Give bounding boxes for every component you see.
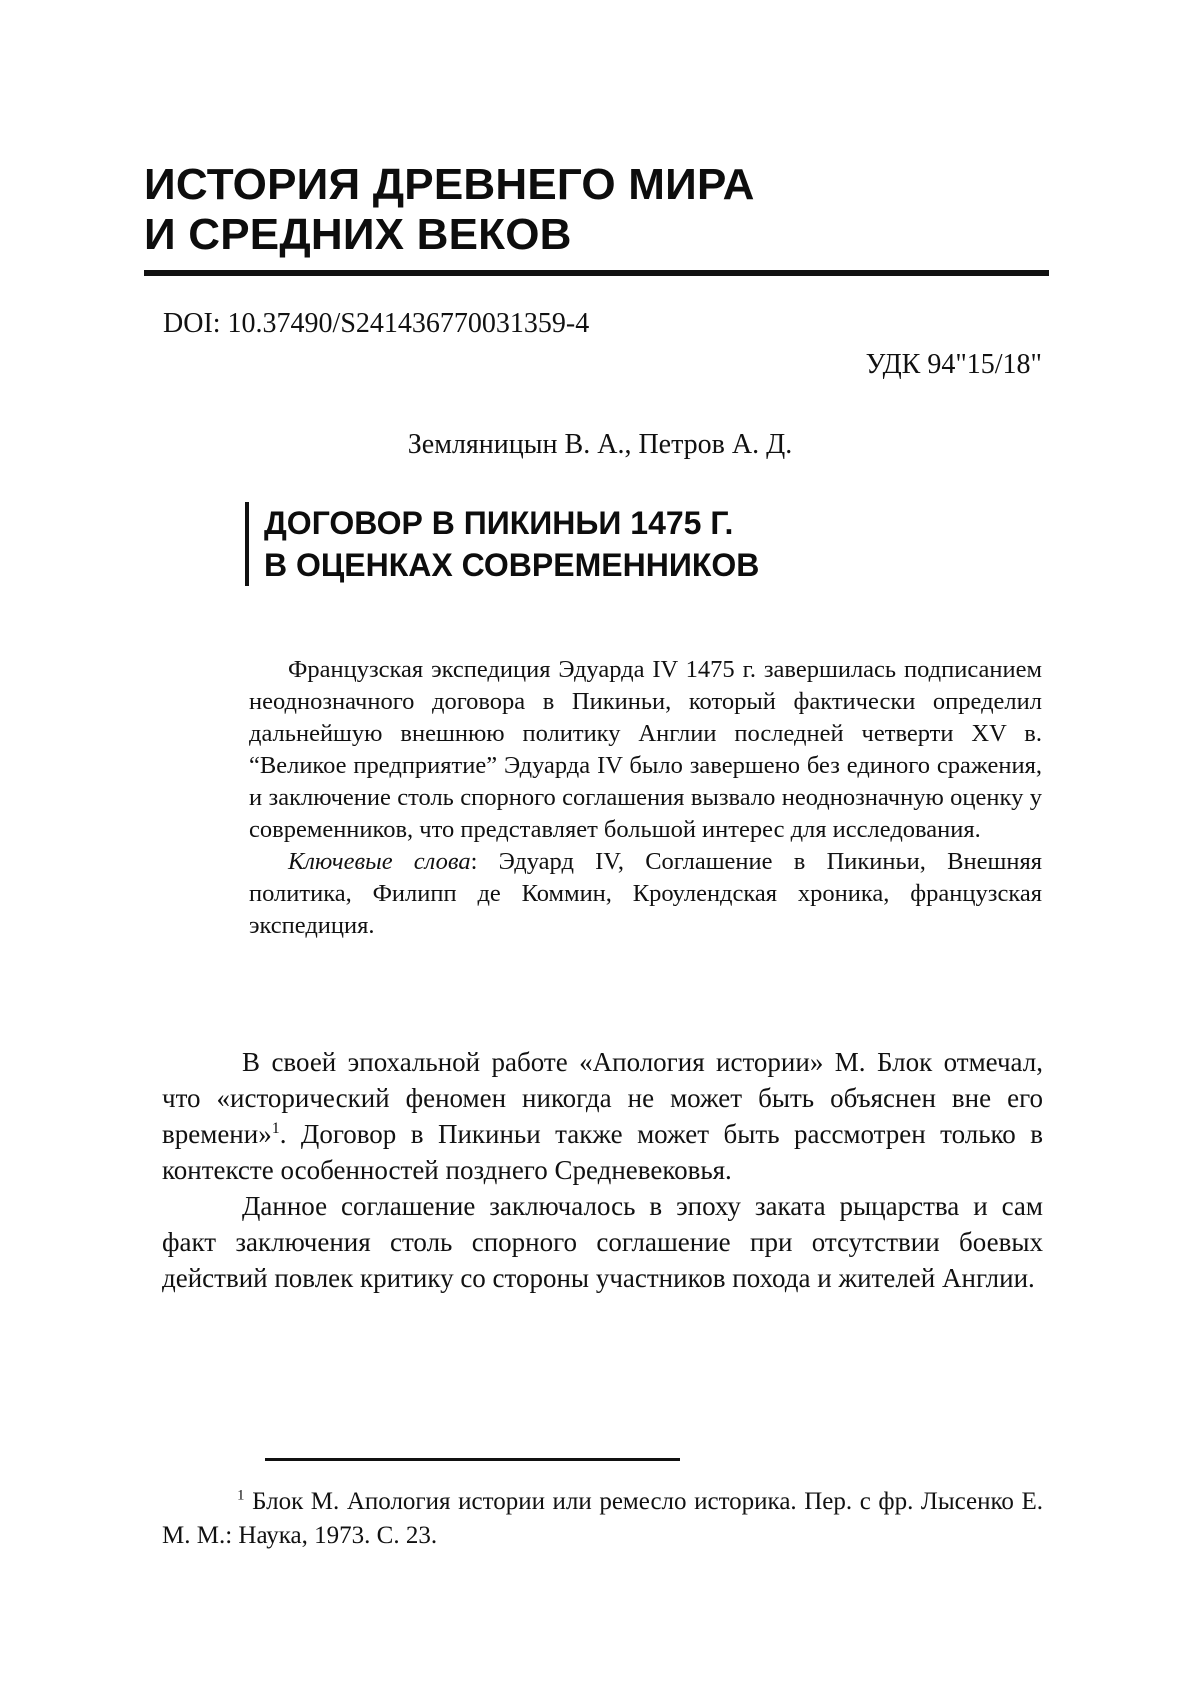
section-title-line-1: ИСТОРИЯ ДРЕВНЕГО МИРА: [144, 160, 1049, 210]
body-paragraph-1: [162, 1044, 1043, 1188]
article-title-line-2: В ОЦЕНКАХ СОВРЕМЕННИКОВ: [264, 544, 759, 586]
article-title: [245, 502, 759, 586]
keywords-list: : Эдуард IV, Соглашение в Пикиньи, Внешняя политика, Филипп де Коммин, Кроулендская хроника, французская экспедиция.: [249, 848, 1042, 939]
section-title-line-2: И СРЕДНИХ ВЕКОВ: [144, 210, 1049, 260]
footnote-reference: 1: [272, 1120, 280, 1137]
abstract: [249, 654, 1042, 942]
body-paragraph-1-continuation: . Договор в Пикиньи также может быть рассмотрен только в контексте особенностей позднего Средневековья.: [162, 1119, 1043, 1185]
footnote-number: 1: [237, 1488, 245, 1504]
udk-code: УДК 94"15/18": [866, 348, 1042, 382]
body-paragraph-1-text: В своей эпохальной работе «Апология истории» М. Блок отмечал, что «исторический феномен никогда не может быть объяснен вне его времени»: [162, 1047, 1043, 1149]
article-body: [162, 1044, 1043, 1296]
journal-section-header: [144, 160, 1049, 276]
doi-identifier: DOI: 10.37490/S241436770031359-4: [163, 307, 589, 341]
body-paragraph-2: Данное соглашение заключалось в эпоху заката рыцарства и сам факт заключения столь спорного соглашение при отсутствии боевых действий повлек критику со стороны участников похода и жителей Англии.: [162, 1188, 1043, 1296]
article-authors: Земляницын В. А., Петров А. Д.: [0, 428, 1200, 462]
footnote-separator: [265, 1458, 680, 1461]
keywords: [249, 846, 1042, 942]
footnote-1: [162, 1485, 1043, 1553]
footnote-text: Блок М. Апология истории или ремесло историка. Пер. с фр. Лысенко Е. М. М.: Наука, 1973. С. 23.: [162, 1488, 1043, 1549]
section-title: [144, 160, 1049, 260]
section-divider: [144, 270, 1049, 276]
footnotes: [162, 1485, 1043, 1553]
keywords-label: Ключевые слова: [288, 848, 471, 875]
article-title-line-1: ДОГОВОР В ПИКИНЬИ 1475 Г.: [264, 502, 759, 544]
abstract-text: Французская экспедиция Эдуарда IV 1475 г. завершилась подписанием неоднозначного договора в Пикиньи, который фактически определил дальнейшую внешнюю политику Англии последней четверти XV в. “Великое предприятие” Эдуарда IV было завершено без единого сражения, и заключение столь спорного соглашения вызвало неоднозначную оценку у современников, что представляет большой интерес для исследования.: [249, 654, 1042, 846]
